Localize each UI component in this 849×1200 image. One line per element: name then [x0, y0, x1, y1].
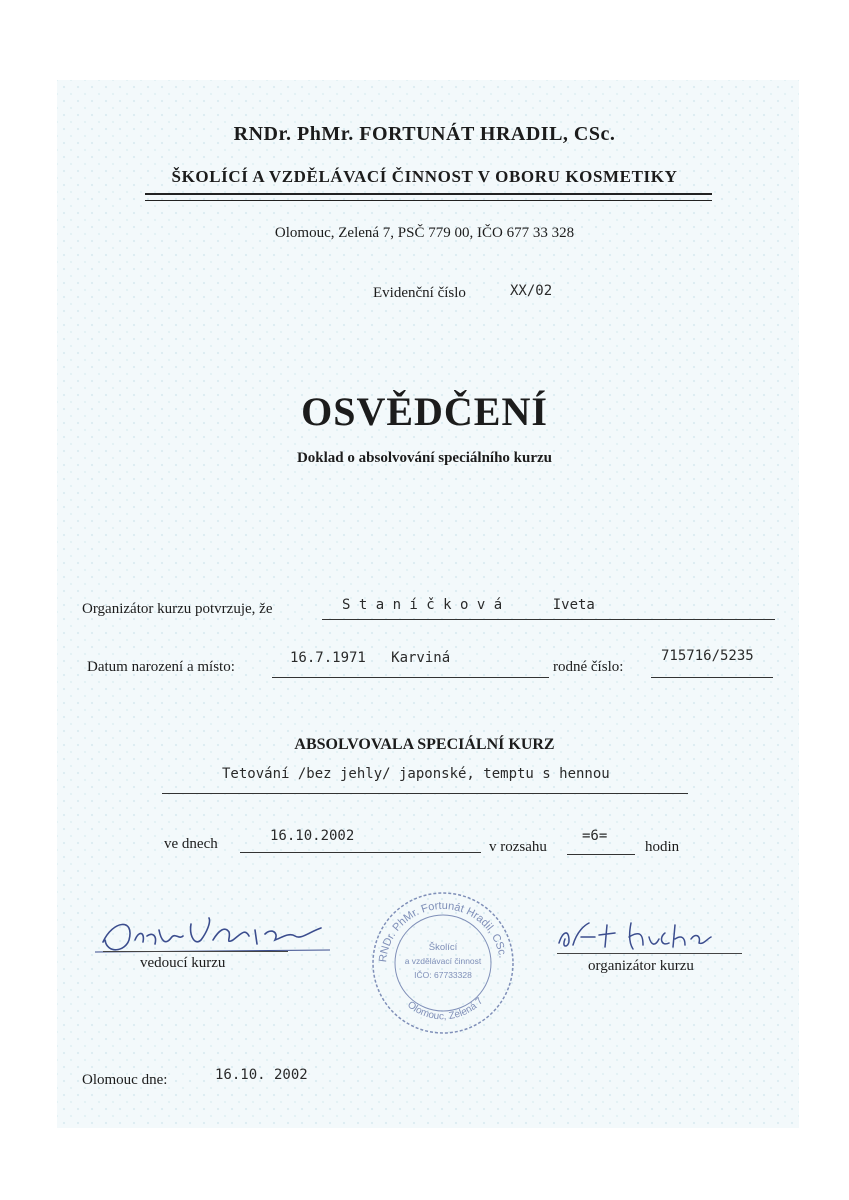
certificate-title: OSVĚDČENÍ — [301, 389, 548, 434]
registration-number: XX/02 — [510, 283, 553, 299]
course-heading: ABSOLVOVALA SPECIÁLNÍ KURZ — [294, 736, 555, 753]
leader-label: vedoucí kurzu — [140, 955, 226, 971]
id-number-value: 715716/5235 — [661, 648, 754, 664]
date-underline — [240, 852, 481, 853]
scope-value: =6= — [582, 828, 608, 844]
certificate-subtitle: Doklad o absolvování speciálního kurzu — [296, 450, 553, 466]
issuer-address: Olomouc, Zelená 7, PSČ 779 00, IČO 677 33 328 — [274, 225, 575, 241]
scope-label: v rozsahu — [489, 839, 547, 855]
footer-date: 16.10. 2002 — [215, 1067, 308, 1083]
id-number-label: rodné číslo: — [553, 659, 624, 675]
stamp-outer-text: RNDr. PhMr. Fortunát Hradil, CSc. — [377, 899, 509, 963]
header-rule-thin — [145, 200, 712, 201]
leader-underline — [103, 951, 288, 952]
birth-value: 16.7.1971 Karviná — [290, 650, 451, 666]
birth-underline — [272, 677, 549, 678]
stamp-inner-line1: Školící — [428, 942, 458, 953]
leader-signature — [95, 910, 335, 960]
stamp-inner-line2: a vzdělávací činnost — [404, 956, 482, 966]
stamp-inner-line3: IČO: 67733328 — [414, 970, 472, 980]
scope-underline — [567, 854, 635, 855]
organizer-underline — [557, 953, 742, 954]
course-name: Tetování /bez jehly/ japonské, temptu s hennou — [222, 766, 610, 782]
id-number-underline — [651, 677, 773, 678]
footer-place-label: Olomouc dne: — [82, 1072, 168, 1088]
course-date: 16.10.2002 — [270, 828, 355, 844]
organizer-confirm-label: Organizátor kurzu potvrzuje, že — [82, 601, 273, 617]
header-rule-thick — [145, 193, 712, 195]
registration-label: Evidenční číslo — [373, 285, 466, 301]
course-underline — [162, 793, 688, 794]
name-underline — [322, 619, 775, 620]
issuer-name: RNDr. PhMr. FORTUNÁT HRADIL, CSc. — [233, 123, 616, 145]
birth-label: Datum narození a místo: — [87, 659, 235, 675]
organizer-label: organizátor kurzu — [588, 958, 694, 974]
svg-text:RNDr. PhMr. Fortunát Hradil, C — [377, 900, 508, 963]
participant-name: S t a n í č k o v á Iveta — [342, 597, 595, 613]
issuer-activity: ŠKOLÍCÍ A VZDĚLÁVACÍ ČINNOST V OBORU KOSMETIKY — [171, 167, 678, 186]
hours-label: hodin — [645, 839, 680, 855]
stamp-bottom-text: Olomouc, Zelená 7 — [405, 995, 486, 1023]
official-stamp — [368, 888, 518, 1038]
date-label: ve dnech — [164, 836, 218, 852]
